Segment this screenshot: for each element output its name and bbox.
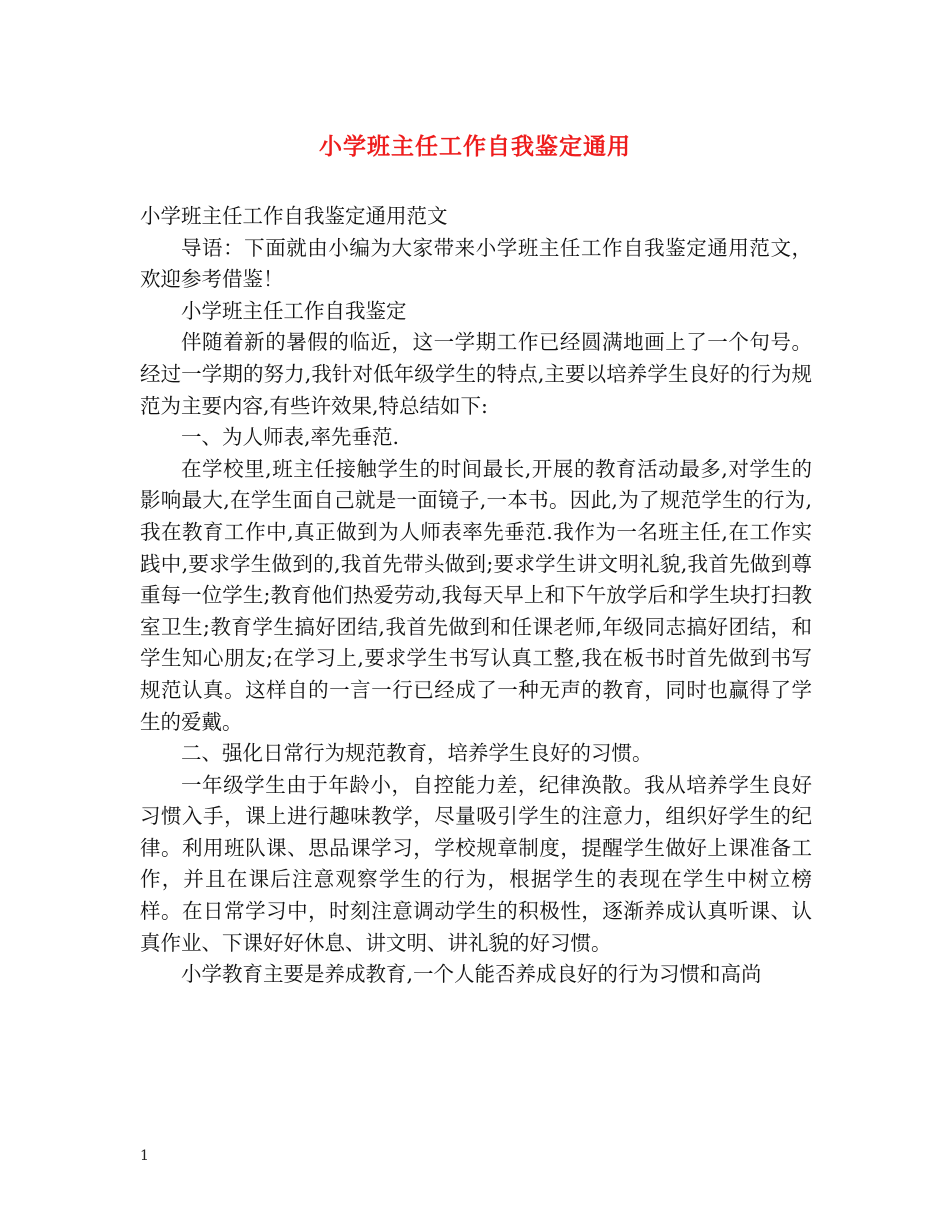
document-body — [140, 201, 812, 991]
paragraph-section-heading: 小学班主任工作自我鉴定 — [181, 298, 407, 323]
paragraph-body-1: 在学校里,班主任接触学生的时间最长,开展的教育活动最多,对学生的影响最大,在学生面自己就是一面镜子,一本书。因此,为了规范学生的行为,我在教育工作中,真正做到为人师表率先垂范.我作为一名班主任,在工作实践中,要求学生做到的,我首先带头做到;要求学生讲文明礼貌,我首先做到尊重每一位学生;教育他们热爱劳动,我每天早上和下午放学后和学生块打扫教室卫生;教育学生搞好团结,我首先做到和任课老师,年级同志搞好团结，和学生知心朋友;在学习上,要求学生书写认真工整,我在板书时首先做到书写规范认真。这样自的一言一行已经成了一种无声的教育，同时也赢得了学生的爱戴。 — [140, 456, 812, 734]
page-number: 1 — [140, 1148, 149, 1164]
paragraph-opening: 伴随着新的暑假的临近，这一学期工作已经圆满地画上了一个句号。经过一学期的努力,我针对低年级学生的特点,主要以培养学生良好的行为规范为主要内容,有些许效果,特总结如下: — [140, 330, 812, 418]
paragraph-subtitle: 小学班主任工作自我鉴定通用范文 — [140, 204, 448, 228]
paragraph-body-2: 一年级学生由于年龄小，自控能力差，纪律涣散。我从培养学生良好习惯入手，课上进行趣味教学，尽量吸引学生的注意力，组织好学生的纪律。利用班队课、思品课学习，学校规章制度，提醒学生做好上课准备工作，并且在课后注意观察学生的行为，根据学生的表现在学生中树立榜样。在日常学习中，时刻注意调动学生的积极性，逐渐养成认真听课、认真作业、下课好好休息、讲文明、讲礼貌的好习惯。 — [140, 772, 812, 955]
paragraph-body-3: 小学教育主要是养成教育,一个人能否养成良好的行为习惯和高尚 — [181, 962, 762, 987]
paragraph-heading-2: 二、强化日常行为规范教育，培养学生良好的习惯。 — [181, 741, 653, 766]
paragraph-intro: 导语：下面就由小编为大家带来小学班主任工作自我鉴定通用范文，欢迎参考借鉴！ — [140, 235, 812, 292]
paragraph-heading-1: 一、为人师表,率先垂范. — [181, 425, 400, 450]
document-title: 小学班主任工作自我鉴定通用 — [319, 133, 631, 160]
